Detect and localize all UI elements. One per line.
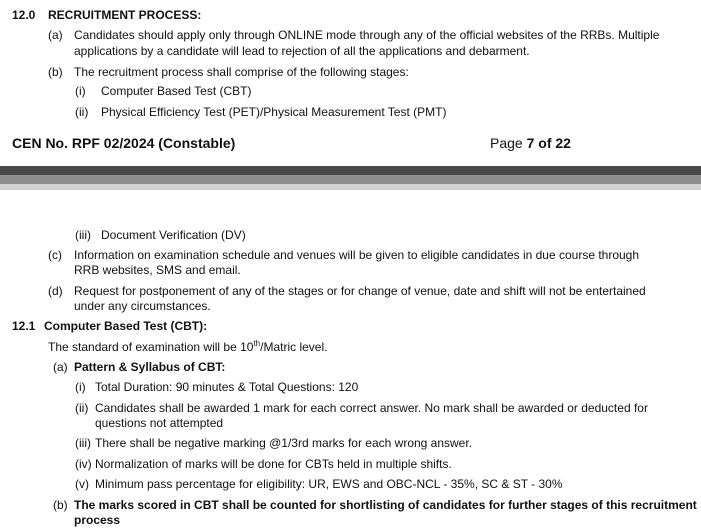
section-number: 12.0 bbox=[12, 8, 36, 22]
item-text: Candidates should apply only through ONLINE mode through any of the official websites of the RRBs. Multiple bbox=[74, 28, 660, 42]
item-label: (a) bbox=[53, 360, 68, 374]
sub-item-label: (v) bbox=[75, 477, 89, 491]
sub-item-label: (i) bbox=[75, 380, 86, 394]
standard-superscript: th bbox=[253, 339, 261, 348]
section-title: Computer Based Test (CBT): bbox=[44, 319, 208, 333]
footer-page-number bbox=[490, 134, 571, 152]
sub-item-text: Candidates shall be awarded 1 mark for each correct answer. No mark shall be awarded or deducted for bbox=[95, 401, 648, 415]
item-label: (b) bbox=[48, 65, 63, 79]
standard-after: /Matric level. bbox=[260, 340, 328, 354]
footer-cen-number: CEN No. RPF 02/2024 (Constable) bbox=[12, 135, 236, 151]
sub-item-text: Minimum pass percentage for eligibility: UR, EWS and OBC-NCL - 35%, SC & ST - 30% bbox=[95, 477, 563, 491]
sub-item-text-cont: questions not attempted bbox=[95, 416, 224, 430]
item-label: (b) bbox=[53, 498, 68, 512]
sub-item-text: Physical Efficiency Test (PET)/Physical Measurement Test (PMT) bbox=[101, 105, 447, 119]
shortlist-text: The marks scored in CBT shall be counted for shortlisting of candidates for further stages of this recruitment bbox=[74, 498, 697, 512]
item-label: (d) bbox=[48, 284, 63, 298]
section-title: RECRUITMENT PROCESS: bbox=[48, 8, 202, 22]
sub-item-text: Document Verification (DV) bbox=[101, 228, 246, 242]
sub-item-label: (i) bbox=[75, 84, 86, 98]
page-separator-shadow bbox=[0, 184, 701, 190]
sub-item-text: Normalization of marks will be done for CBTs held in multiple shifts. bbox=[95, 457, 452, 471]
page-total: 22 bbox=[555, 135, 571, 151]
item-text-cont: RRB websites, SMS and email. bbox=[74, 263, 241, 277]
item-label: (c) bbox=[48, 248, 62, 262]
item-text: The recruitment process shall comprise of the following stages: bbox=[74, 65, 409, 79]
sub-item-text: Computer Based Test (CBT) bbox=[101, 84, 252, 98]
page-of: of bbox=[534, 135, 556, 151]
pattern-title: Pattern & Syllabus of CBT: bbox=[74, 360, 226, 374]
sub-item-label: (iii) bbox=[75, 436, 91, 450]
page-current: 7 bbox=[526, 135, 535, 151]
item-text: Information on examination schedule and venues will be given to eligible candidates in due course through bbox=[74, 248, 640, 262]
sub-item-label: (iii) bbox=[75, 228, 91, 242]
standard-text bbox=[48, 339, 327, 355]
section-number: 12.1 bbox=[12, 319, 36, 333]
standard-before: The standard of examination will be 10 bbox=[48, 340, 254, 354]
item-text-cont: under any circumstances. bbox=[74, 299, 211, 313]
sub-item-label: (ii) bbox=[75, 105, 89, 119]
page-prefix: Page bbox=[490, 135, 527, 151]
sub-item-text: There shall be negative marking @1/3rd marks for each wrong answer. bbox=[95, 436, 473, 450]
sub-item-label: (ii) bbox=[75, 401, 89, 415]
page-separator bbox=[0, 166, 701, 184]
item-text: Request for postponement of any of the stages or for change of venue, date and shift will not be entertained bbox=[74, 284, 646, 298]
item-label: (a) bbox=[48, 28, 63, 42]
sub-item-label: (iv) bbox=[75, 457, 92, 471]
sub-item-text: Total Duration: 90 minutes & Total Questions: 120 bbox=[95, 380, 359, 394]
shortlist-text-cont: process bbox=[74, 513, 121, 527]
item-text-cont: applications by a candidate will lead to rejection of all the applications and debarment. bbox=[74, 44, 530, 58]
